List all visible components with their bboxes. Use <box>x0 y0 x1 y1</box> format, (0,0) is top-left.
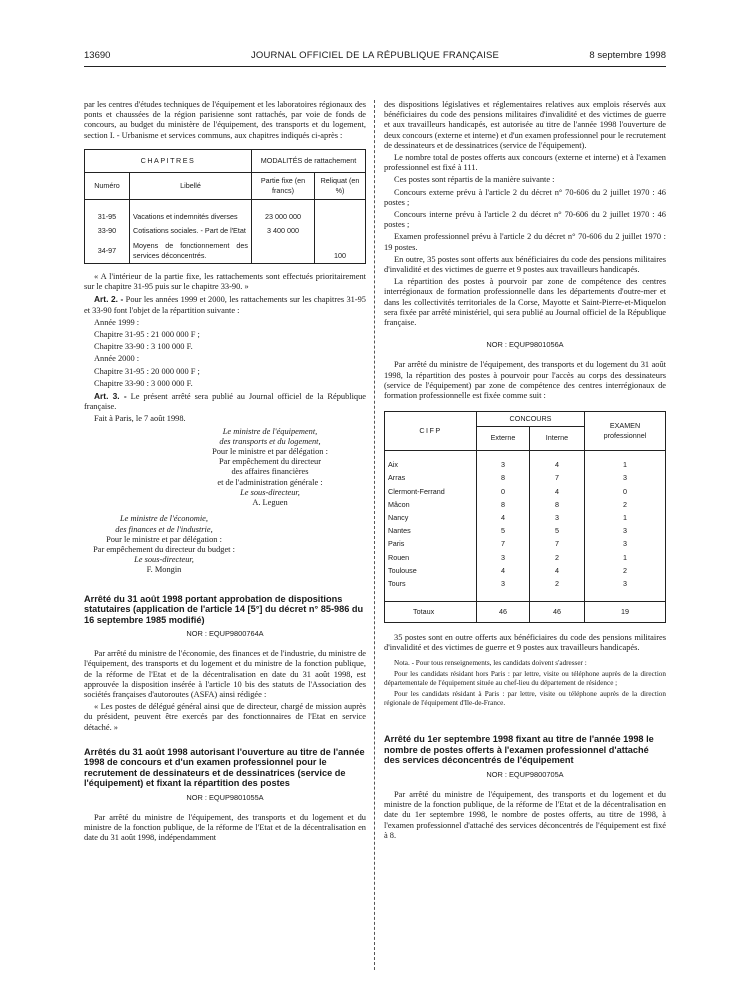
paragraph: 35 postes sont en outre offerts aux bénéficiaires du code des pensions militaires d'invalidité et des victimes de guerre et 9 postes aux travailleurs handicapés. <box>384 632 666 653</box>
table-row <box>385 485 666 498</box>
cell-cifp: Toulouse <box>385 564 477 577</box>
paragraph: Concours externe prévu à l'article 2 du décret n° 70-606 du 2 juillet 1970 : 46 postes ; <box>384 187 666 207</box>
chapitres-table <box>84 149 366 264</box>
nor-reference: NOR : EQUP9800705A <box>486 769 564 779</box>
article-label: Art. 2. - <box>94 294 124 305</box>
year-label: Année 1999 : <box>94 317 140 327</box>
signature-line: Le ministre de l'économie, <box>119 514 208 524</box>
left-column <box>84 100 366 846</box>
table-row <box>385 498 666 511</box>
signature-line: Le sous-directeur, <box>240 487 300 497</box>
signatory-name: A. Leguen <box>252 498 288 508</box>
journal-title: JOURNAL OFFICIEL DE LA RÉPUBLIQUE FRANÇAISE <box>250 50 500 61</box>
allocation-line: Chapitre 33-90 : 3 000 000 F. <box>94 378 193 388</box>
cell-examen: 3 <box>585 472 666 485</box>
cell-externe: 3 <box>477 551 530 564</box>
cell-cifp: Nancy <box>385 512 477 525</box>
table-row <box>385 564 666 577</box>
article-text: Pour les années 1999 et 2000, les rattachements sur les chapitres 31-95 et 33-90 font l'objet de la répartition suivante : <box>84 295 366 315</box>
cell-interne: 4 <box>530 459 585 472</box>
cell-cifp: Arras <box>385 472 477 485</box>
th-chapitres: CHAPITRES <box>85 149 252 172</box>
th-numero: Numéro <box>85 173 130 200</box>
cell-cifp: Aix <box>385 459 477 472</box>
paragraph: Concours interne prévu à l'article 2 du décret n° 70-606 du 2 juillet 1970 : 46 postes ; <box>384 210 666 230</box>
paragraph: Par arrêté du ministre de l'équipement, des transports et du logement du 31 août 1998, la répartition des postes à pourvoir pour l'accès au corps des dessinateurs (service de l'équipement) par zone de compétence des centres interrégionaux de formation professionnelle est fixée comme suit : <box>384 360 666 401</box>
th-examen: EXAMEN professionnel <box>585 412 666 450</box>
allocation-line: Chapitre 31-95 : 20 000 000 F ; <box>94 366 200 376</box>
cell-cifp: Nantes <box>385 525 477 538</box>
paragraph: Par arrêté du ministre de l'équipement, des transports et du logement et du ministre de la fonction publique, de la réforme de l'Etat et de la décentralisation en date du 1er septembre 1998, le nombre de postes offerts, au titre de 1998, à l'examen professionnel d'attaché des services déconcentrés de l'équipement est fixé à 8. <box>384 790 666 840</box>
cell-cifp: Tours <box>385 578 477 591</box>
right-column <box>384 100 666 843</box>
cell-reliquat <box>315 210 366 224</box>
cell-externe: 8 <box>477 498 530 511</box>
table-row <box>85 224 366 238</box>
nor-reference: NOR : EQUP9800764A <box>186 629 264 639</box>
signature-line: Le ministre de l'équipement, <box>222 426 318 436</box>
cell-examen: 1 <box>585 512 666 525</box>
cell-externe: 4 <box>477 564 530 577</box>
cell-libelle: Vacations et indemnités diverses <box>130 210 252 224</box>
cell-externe: 0 <box>477 485 530 498</box>
cell-examen: 2 <box>585 564 666 577</box>
cell-interne: 2 <box>530 551 585 564</box>
totals-label: Totaux <box>385 601 477 622</box>
article-2 <box>84 294 366 315</box>
cell-numero: 34-97 <box>85 239 130 264</box>
article-3 <box>84 391 366 412</box>
signature-line: Pour le ministre et par délégation : <box>212 447 328 457</box>
paragraph: « A l'intérieur de la partie fixe, les rattachements sont effectués prioritairement sur le chapitre 31-95 puis sur le chapitre 33-90. » <box>84 272 366 292</box>
column-divider <box>374 100 375 970</box>
table-row <box>85 239 366 264</box>
cell-partie-fixe <box>252 239 315 264</box>
issue-date: 8 septembre 1998 <box>589 50 666 61</box>
arrete-title: Arrêté du 31 août 1998 portant approbation de dispositions statutaires (application de l'article 14 [5°] du décret n° 85-986 du 16 septembre 1985 modifié) <box>84 593 364 625</box>
cell-externe: 4 <box>477 512 530 525</box>
nota-item: Pour les candidats résidant à Paris : par lettre, visite ou téléphone auprès de la direction régionale de l'équipement d'Ile-de-France. <box>384 690 666 708</box>
cell-examen: 3 <box>585 525 666 538</box>
cell-externe: 5 <box>477 525 530 538</box>
arrete-title: Arrêté du 1er septembre 1998 fixant au titre de l'année 1998 le nombre de postes offerts à l'examen professionnel d'attaché des services déconcentrés de l'équipement <box>384 734 654 766</box>
signatory-name: F. Mongin <box>146 565 182 575</box>
signature-line: et de l'administration générale : <box>217 477 323 487</box>
signature-block-economie <box>84 514 244 575</box>
table-row <box>385 472 666 485</box>
nor-reference: NOR : EQUP9801056A <box>486 340 564 350</box>
signature-line: Par empêchement du directeur <box>218 457 322 467</box>
cell-examen: 1 <box>585 459 666 472</box>
cell-cifp: Paris <box>385 538 477 551</box>
table-row <box>385 512 666 525</box>
cell-interne: 7 <box>530 472 585 485</box>
cifp-table <box>384 411 666 623</box>
th-cifp: CIFP <box>385 412 477 450</box>
cell-cifp: Rouen <box>385 551 477 564</box>
signature-line: des finances et de l'industrie, <box>115 524 213 534</box>
article-label: Art. 3. - <box>94 391 127 402</box>
page-header <box>84 50 666 66</box>
cell-reliquat <box>315 224 366 238</box>
table-row <box>385 538 666 551</box>
paragraph: « Les postes de délégué général ainsi que de directeur, chargé de mission auprès du président, peuvent être exercés par des fonctionnaires de l'Etat en service détaché. » <box>84 702 366 732</box>
page-number: 13690 <box>84 50 111 61</box>
cell-externe: 8 <box>477 472 530 485</box>
signature-line: Pour le ministre et par délégation : <box>106 534 222 544</box>
cell-externe: 3 <box>477 459 530 472</box>
cell-examen: 2 <box>585 498 666 511</box>
paragraph: des dispositions législatives et réglementaires relatives aux emplois réservés aux bénéficiaires du code des pensions militaires d'invalidité et des victimes de guerre et aux travailleurs handicapés, est autorisée au titre de l'année 1998 l'ouverture de deux concours (externe et interne) et d'un examen professionnel pour le recrutement de dessinateurs et de dessinatrices (service de l'équipement). <box>384 100 666 150</box>
signature-line: des affaires financières <box>231 467 309 477</box>
cell-examen: 1 <box>585 551 666 564</box>
table-row <box>385 525 666 538</box>
table-row <box>385 551 666 564</box>
cell-numero: 33-90 <box>85 224 130 238</box>
nota-item: Pour les candidats résidant hors Paris : par lettre, visite ou téléphone auprès de la direction départementale de l'équipement située au chef-lieu du département de résidence ; <box>384 670 666 688</box>
allocation-line: Chapitre 33-90 : 3 100 000 F. <box>94 342 193 352</box>
cell-interne: 5 <box>530 525 585 538</box>
cell-interne: 4 <box>530 564 585 577</box>
article-text: Le présent arrêté sera publié au Journal officiel de la République française. <box>84 392 367 412</box>
nor-reference: NOR : EQUP9801055A <box>186 792 264 802</box>
cell-interne: 8 <box>530 498 585 511</box>
th-concours: CONCOURS <box>477 412 585 427</box>
th-libelle: Libellé <box>130 173 252 200</box>
th-modalites: MODALITÉS de rattachement <box>252 149 366 172</box>
totals-row <box>385 601 666 622</box>
th-interne: Interne <box>530 427 585 450</box>
table-row <box>85 210 366 224</box>
th-reliquat: Reliquat (en %) <box>315 173 366 200</box>
cell-cifp: Mâcon <box>385 498 477 511</box>
signature-line: des transports et du logement, <box>219 436 321 446</box>
paragraph: La répartition des postes à pourvoir par zone de compétence des centres interrégionaux de formation professionnelle dans les départements d'outre-mer et dans les collectivités territoriales de la Corse, Mayotte et Saint-Pierre-et-Miquelon sera fixée par arrêté ministériel, qui sera publié au Journal officiel de la République française. <box>384 277 666 328</box>
intro-paragraph: par les centres d'études techniques de l'équipement et les laboratoires régionaux des ponts et chaussées de la région parisienne sont rattachés, par voie de fonds de concours, au budget du ministère de l'équipement, des transports et du logement, section I. - Urbanisme et services communs, aux chapitres indiqués ci-après : <box>84 100 366 140</box>
arrete-title: Arrêtés du 31 août 1998 autorisant l'ouverture au titre de l'année 1998 de concours et d'un examen professionnel pour le recrutement de dessinateurs et de dessinatrices (service de l'équipement) et fixant la répartition des postes <box>84 746 365 789</box>
paragraph: Ces postes sont répartis de la manière suivante : <box>394 175 555 185</box>
signature-block-equipement <box>174 427 366 509</box>
total-interne: 46 <box>530 601 585 622</box>
cell-externe: 7 <box>477 538 530 551</box>
paragraph: Le nombre total de postes offerts aux concours (externe et interne) et à l'examen professionnel est fixé à 111. <box>384 153 666 173</box>
cell-partie-fixe: 23 000 000 <box>252 210 315 224</box>
cell-partie-fixe: 3 400 000 <box>252 224 315 238</box>
cell-interne: 4 <box>530 485 585 498</box>
paragraph: Par arrêté du ministre de l'économie, des finances et de l'industrie, du ministre de l'équipement, des transports et du logement et du ministre de la fonction publique, de la réforme de l'Etat et de la décentralisation en date du 31 août 1998, est approuvée la disposition insérée à l'article 10 bis des statuts de l'Association des sociétés françaises d'autoroutes (ASFA) ainsi rédigée : <box>84 649 366 700</box>
year-label: Année 2000 : <box>94 354 140 364</box>
signature-place-date: Fait à Paris, le 7 août 1998. <box>94 414 186 424</box>
table-row <box>385 459 666 472</box>
allocation-line: Chapitre 31-95 : 21 000 000 F ; <box>94 330 200 340</box>
cell-examen: 3 <box>585 538 666 551</box>
cell-numero: 31-95 <box>85 210 130 224</box>
total-examen: 19 <box>585 601 666 622</box>
cell-cifp: Clermont-Ferrand <box>385 485 477 498</box>
th-partie-fixe: Partie fixe (en francs) <box>252 173 315 200</box>
signature-line: Le sous-directeur, <box>134 555 194 565</box>
cell-examen: 3 <box>585 578 666 591</box>
nota-block <box>384 659 666 708</box>
th-externe: Externe <box>477 427 530 450</box>
cifp-rows <box>385 459 666 591</box>
cell-externe: 3 <box>477 578 530 591</box>
cell-interne: 7 <box>530 538 585 551</box>
signature-line: Par empêchement du directeur du budget : <box>93 544 235 554</box>
paragraph: Par arrêté du ministre de l'équipement, des transports et du logement et du ministre de la fonction publique, de la réforme de l'Etat et de la décentralisation en date du 31 août 1998, indépendamment <box>84 813 366 843</box>
cell-libelle: Moyens de fonctionnement des services déconcentrés. <box>130 239 252 264</box>
cell-libelle: Cotisations sociales. - Part de l'Etat <box>130 224 252 238</box>
cell-interne: 3 <box>530 512 585 525</box>
cell-reliquat: 100 <box>315 239 366 264</box>
cell-examen: 0 <box>585 485 666 498</box>
nota-heading: Nota. - Pour tous renseignements, les candidats doivent s'adresser : <box>394 659 587 668</box>
cell-interne: 2 <box>530 578 585 591</box>
header-rule <box>84 66 666 67</box>
total-externe: 46 <box>477 601 530 622</box>
table-row <box>385 578 666 591</box>
paragraph: En outre, 35 postes sont offerts aux bénéficiaires du code des pensions militaires d'invalidité et des victimes de guerre et 9 postes aux travailleurs handicapés. <box>384 254 666 275</box>
paragraph: Examen professionnel prévu à l'article 2 du décret n° 70-606 du 2 juillet 1970 : 19 postes. <box>384 232 666 252</box>
